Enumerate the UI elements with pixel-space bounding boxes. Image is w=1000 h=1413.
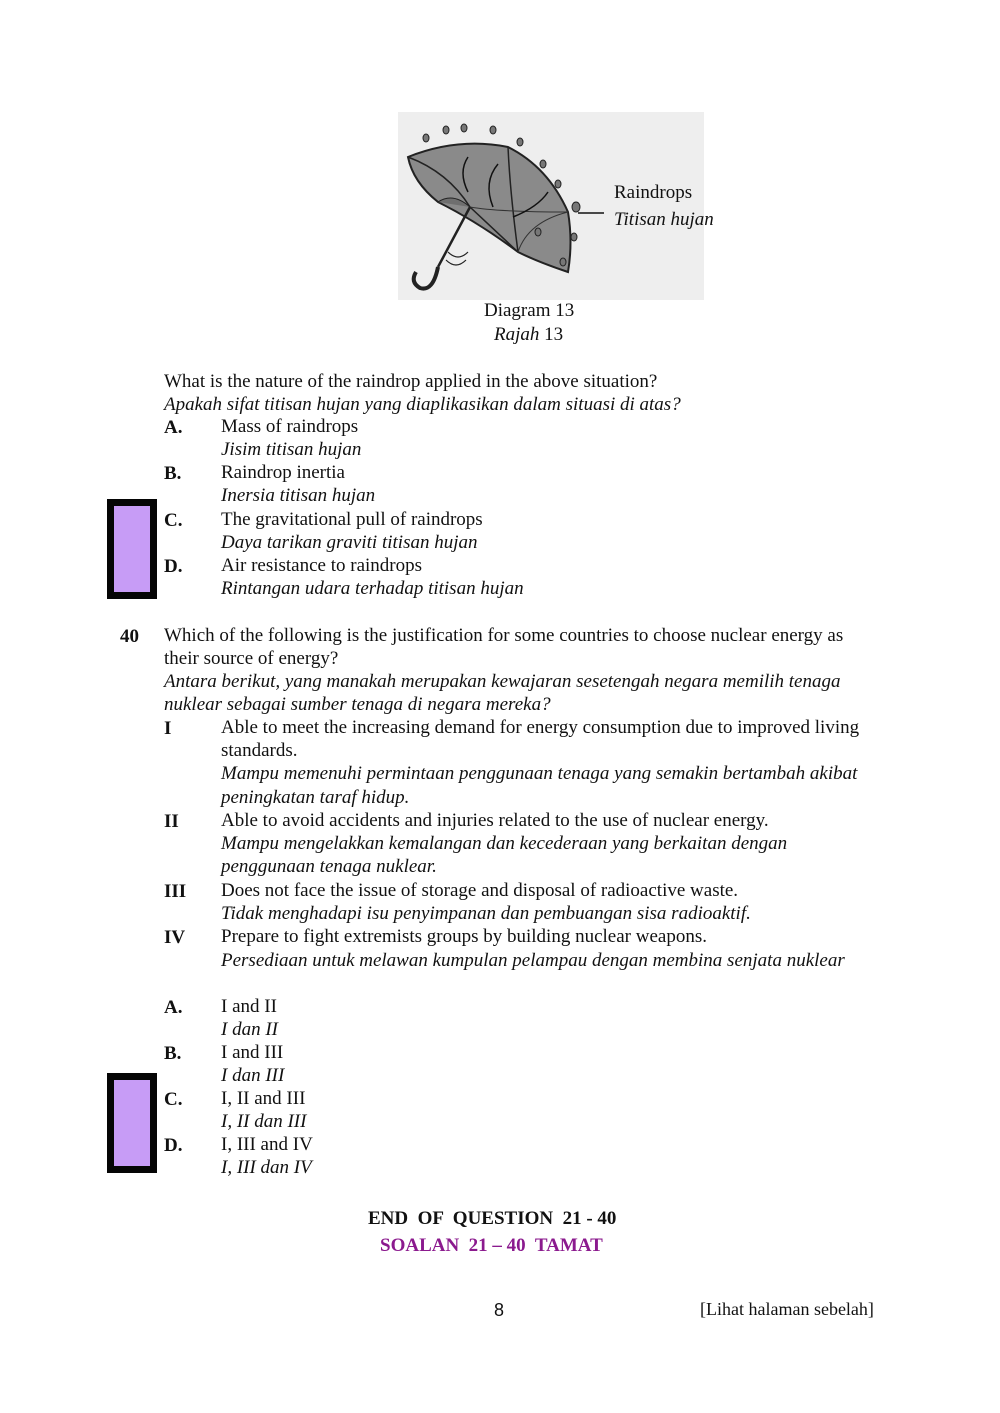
q39-stem-ms: Apakah sifat titisan hujan yang diaplikasikan dalam situasi di atas?	[164, 394, 681, 415]
q40-option-d-en[interactable]: I, III and IV	[221, 1134, 313, 1155]
q40-option-d-ms: I, III dan IV	[221, 1157, 312, 1178]
q39-option-letter: B.	[164, 463, 182, 484]
q39-option-letter: D.	[164, 556, 183, 577]
statement-i-en-1: Able to meet the increasing demand for energy consumption due to improved living	[221, 717, 860, 738]
statement-iii-en-1: Does not face the issue of storage and disposal of radioactive waste.	[221, 880, 739, 901]
q40-option-c-ms: I, II dan III	[221, 1111, 307, 1132]
q39-option-c-ms: Daya tarikan graviti titisan hujan	[221, 532, 478, 553]
figure-caption-en: Diagram 13	[484, 300, 575, 321]
statement-i-ms-1: Mampu memenuhi permintaan penggunaan tenaga yang semakin bertambah akibat	[221, 763, 858, 784]
figure-label-en: Raindrops	[614, 182, 693, 203]
q39-stem-en: What is the nature of the raindrop applied in the above situation?	[164, 371, 658, 392]
q40-option-letter: D.	[164, 1135, 183, 1156]
q40-option-letter: A.	[164, 997, 183, 1018]
q40-number: 40	[120, 626, 139, 647]
q40-option-letter: C.	[164, 1089, 183, 1110]
q40-stem-en-2: their source of energy?	[164, 648, 339, 669]
q39-option-a-en[interactable]: Mass of raindrops	[221, 416, 359, 437]
statement-ii-en-1: Able to avoid accidents and injuries related to the use of nuclear energy.	[221, 810, 769, 831]
q39-option-a-ms: Jisim titisan hujan	[221, 439, 362, 460]
statement-number: II	[164, 811, 179, 832]
q40-answer-box[interactable]	[107, 1073, 157, 1173]
figure-label-ms: Titisan hujan	[614, 209, 714, 230]
end-of-questions-en: END OF QUESTION 21 - 40	[368, 1208, 617, 1229]
statement-number: IV	[164, 927, 186, 948]
q40-option-a-en[interactable]: I and II	[221, 996, 277, 1017]
q40-stem-en-1: Which of the following is the justification for some countries to choose nuclear energy as	[164, 625, 844, 646]
statement-ii-ms-2: penggunaan tenaga nuklear.	[221, 856, 437, 877]
q39-option-letter: C.	[164, 510, 183, 531]
q39-answer-box[interactable]	[107, 499, 157, 599]
figure-caption-ms	[494, 323, 563, 346]
q39-option-letter: A.	[164, 417, 183, 438]
statement-i-ms-2: peningkatan taraf hidup.	[221, 787, 410, 808]
figure-caption-ms-word: Rajah	[494, 324, 540, 345]
statement-iv-ms-1: Persediaan untuk melawan kumpulan pelampau dengan membina senjata nuklear	[221, 950, 845, 971]
q39-option-d-en[interactable]: Air resistance to raindrops	[221, 555, 423, 576]
q40-stem-ms-1: Antara berikut, yang manakah merupakan kewajaran sesetengah negara memilih tenaga	[164, 671, 841, 692]
q40-option-letter: B.	[164, 1043, 182, 1064]
q40-option-b-ms: I dan III	[221, 1065, 285, 1086]
q39-option-d-ms: Rintangan udara terhadap titisan hujan	[221, 578, 524, 599]
statement-iii-ms-1: Tidak menghadapi isu penyimpanan dan pembuangan sisa radioaktif.	[221, 903, 751, 924]
statement-i-en-2: standards.	[221, 740, 298, 761]
q40-option-c-en[interactable]: I, II and III	[221, 1088, 306, 1109]
q39-option-b-en[interactable]: Raindrop inertia	[221, 462, 345, 483]
q39-option-c-en[interactable]: The gravitational pull of raindrops	[221, 509, 483, 530]
page-number: 8	[494, 1300, 505, 1320]
umbrella-figure	[398, 112, 706, 302]
statement-number: I	[164, 718, 172, 739]
end-of-questions-ms: SOALAN 21 – 40 TAMAT	[380, 1235, 603, 1256]
q39-option-b-ms: Inersia titisan hujan	[221, 485, 376, 506]
q40-option-b-en[interactable]: I and III	[221, 1042, 284, 1063]
next-page-note: [Lihat halaman sebelah]	[700, 1299, 874, 1319]
q40-option-a-ms: I dan II	[221, 1019, 278, 1040]
q40-stem-ms-2: nuklear sebagai sumber tenaga di negara mereka?	[164, 694, 551, 715]
statement-ii-ms-1: Mampu mengelakkan kemalangan dan kecederaan yang berkaitan dengan	[221, 833, 788, 854]
umbrella-icon	[398, 112, 706, 302]
statement-number: III	[164, 881, 187, 902]
figure-caption-ms-num: 13	[544, 324, 564, 345]
statement-iv-en-1: Prepare to fight extremists groups by building nuclear weapons.	[221, 926, 707, 947]
